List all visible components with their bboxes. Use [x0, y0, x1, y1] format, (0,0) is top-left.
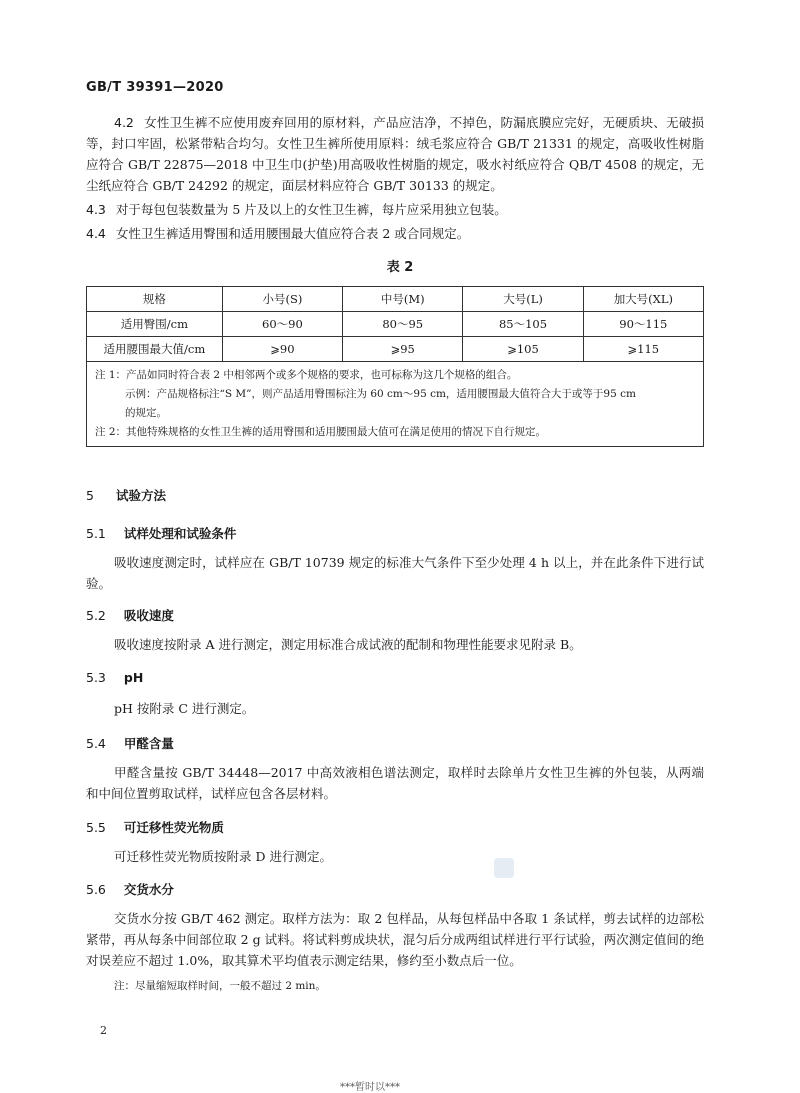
table-title: 表 2: [386, 260, 414, 275]
section-title: 交货水分: [123, 882, 174, 897]
section-5-heading: [86, 486, 166, 504]
section-5-6-heading: [86, 880, 174, 898]
clause-text: 女性卫生裤不应使用废弃回用的原材料，产品应洁净，不掉色，防漏底膜应完好，无硬质块、无破损等，封口牢固，松紧带粘合均匀。女性卫生裤所使用原料：绒毛浆应符合 GB/T 21331 的规定，高吸收性树脂应符合 GB/T 22875—2018 中卫生巾(护垫)用高吸收性树脂的规定，吸水衬纸应符合 QB/T 4508 的规定，无尘纸应符合 GB/T 24292 的规定，面层材料应符合 GB/T 30133 的规定。: [86, 115, 704, 193]
section-5-6-note: 注：尽量缩短取样时间，一般不超过 2 min。: [114, 980, 326, 992]
table-header-cell: 大号(L): [463, 287, 583, 312]
clause-4-2: [86, 112, 704, 196]
table-cell: ⩾90: [222, 337, 342, 362]
page-number: 2: [100, 1024, 107, 1037]
watermark-logo: [494, 858, 514, 878]
section-title: 试验方法: [115, 488, 166, 503]
table-cell: 85～105: [463, 312, 583, 337]
table-cell: 适用腰围最大值/cm: [87, 337, 223, 362]
table-header-row: [87, 287, 704, 312]
clause-4-4: [86, 223, 704, 244]
clause-text: 女性卫生裤适用臀围和适用腰围最大值应符合表 2 或合同规定。: [115, 226, 470, 241]
table-header-cell: 规格: [87, 287, 223, 312]
table-note-example-cont: 的规定。: [125, 407, 167, 419]
table-cell: ⩾115: [583, 337, 703, 362]
clause-text: 对于每包包装数量为 5 片及以上的女性卫生裤，每片应采用独立包装。: [115, 202, 507, 217]
table-header-cell: 加大号(XL): [583, 287, 703, 312]
section-5-2-text: 吸收速度按附录 A 进行测定，测定用标准合成试液的配制和物理性能要求见附录 B。: [114, 637, 582, 652]
section-number: 5.6: [86, 882, 106, 897]
section-5-3-text: pH 按附录 C 进行测定。: [114, 701, 255, 716]
table-note-example: 示例：产品规格标注“S M”，则产品适用臀围标注为 60 cm～95 cm，适用腰围最大值符合大于或等于95 cm: [125, 388, 636, 400]
table-notes-row: [87, 362, 704, 447]
section-5-1-text: 吸收速度测定时，试样应在 GB/T 10739 规定的标准大气条件下至少处理 4 h 以上，并在此条件下进行试验。: [86, 555, 704, 591]
section-number: 5.5: [86, 820, 106, 835]
table-cell: ⩾95: [343, 337, 463, 362]
clause-number: 4.3: [86, 202, 106, 217]
table-row: [87, 312, 704, 337]
section-5-5-heading: [86, 818, 224, 836]
size-spec-table: [86, 286, 704, 447]
table-row: [87, 337, 704, 362]
table-header-cell: 中号(M): [343, 287, 463, 312]
section-5-4-heading: [86, 734, 174, 752]
section-title: pH: [123, 670, 144, 685]
clause-number: 4.4: [86, 226, 106, 241]
section-title: 吸收速度: [123, 608, 174, 623]
standard-code: GB/T 39391—2020: [86, 80, 224, 95]
section-title: 可迁移性荧光物质: [123, 820, 224, 835]
table-notes: [87, 362, 704, 447]
section-5-3-heading: [86, 670, 143, 685]
section-number: 5: [86, 488, 94, 503]
table-cell: ⩾105: [463, 337, 583, 362]
table-note-1: 注 1：产品如同时符合表 2 中相邻两个或多个规格的要求，也可标称为这几个规格的组合。: [95, 369, 518, 381]
section-number: 5.4: [86, 736, 106, 751]
table-cell: 80～95: [343, 312, 463, 337]
table-cell: 60～90: [222, 312, 342, 337]
table-cell: 90～115: [583, 312, 703, 337]
section-5-1-heading: [86, 524, 236, 542]
section-5-5-text: 可迁移性荧光物质按附录 D 进行测定。: [114, 849, 332, 864]
footer-mark: ***暂时以***: [340, 1082, 400, 1093]
table-header-cell: 小号(S): [222, 287, 342, 312]
section-title: 甲醛含量: [123, 736, 174, 751]
section-5-4-text: 甲醛含量按 GB/T 34448—2017 中高效液相色谱法测定，取样时去除单片女性卫生裤的外包装，从两端和中间位置剪取试样，试样应包含各层材料。: [86, 765, 704, 801]
section-number: 5.1: [86, 526, 106, 541]
clause-number: 4.2: [114, 115, 134, 130]
section-number: 5.3: [86, 670, 106, 685]
section-5-6-text: 交货水分按 GB/T 462 测定。取样方法为：取 2 包样品，从每包样品中各取 1 条试样，剪去试样的边部松紧带，再从每条中间部位取 2 g 试料。将试料剪成块状，混匀后分成两组试样进行平行试验，两次测定值间的绝对误差应不超过 1.0%，取其算术平均值表示测定结果，修约至小数点后一位。: [86, 911, 704, 968]
section-5-2-heading: [86, 606, 174, 624]
table-cell: 适用臀围/cm: [87, 312, 223, 337]
clause-4-3: [86, 199, 704, 220]
section-number: 5.2: [86, 608, 106, 623]
section-title: 试样处理和试验条件: [123, 526, 237, 541]
table-note-2: 注 2：其他特殊规格的女性卫生裤的适用臀围和适用腰围最大值可在满足使用的情况下自行规定。: [95, 426, 547, 438]
